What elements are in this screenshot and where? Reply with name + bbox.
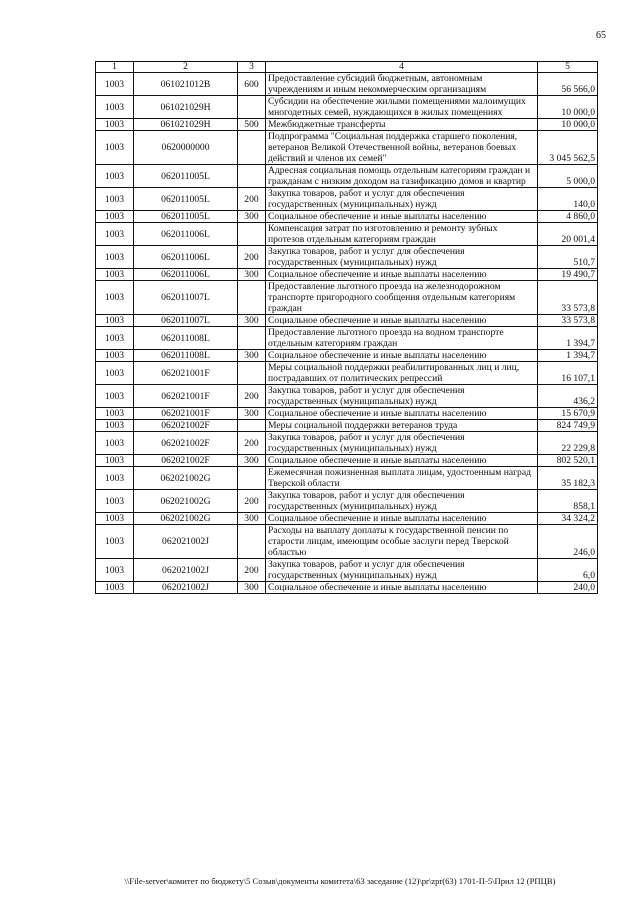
row-name-cell: Предоставление льготного проезда на водном транспорте отдельным категориям граждан — [266, 327, 538, 350]
row-target-code-cell: 062011006L — [134, 223, 238, 246]
row-amount-cell: 10 000,0 — [538, 96, 598, 119]
row-expense-type-cell — [238, 327, 266, 350]
table-row — [96, 559, 598, 582]
row-name-cell: Социальное обеспечение и иные выплаты населению — [266, 513, 538, 525]
table-row — [96, 455, 598, 467]
row-expense-type-cell: 200 — [238, 246, 266, 269]
row-code-cell: 1003 — [96, 362, 134, 385]
row-expense-type-cell — [238, 165, 266, 188]
row-name-cell: Социальное обеспечение и иные выплаты населению — [266, 315, 538, 327]
row-target-code-cell: 062021002J — [134, 582, 238, 594]
table-row — [96, 269, 598, 281]
table-row — [96, 385, 598, 408]
row-expense-type-cell — [238, 223, 266, 246]
row-target-code-cell: 061021029H — [134, 119, 238, 131]
table-row — [96, 131, 598, 165]
row-name-cell: Закупка товаров, работ и услуг для обеспечения государственных (муниципальных) нужд — [266, 188, 538, 211]
row-code-cell: 1003 — [96, 467, 134, 490]
row-expense-type-cell — [238, 467, 266, 490]
row-name-cell: Меры социальной поддержки реабилитированных лиц и лиц, пострадавших от политических репрессий — [266, 362, 538, 385]
row-expense-type-cell: 200 — [238, 385, 266, 408]
row-amount-cell: 33 573,8 — [538, 315, 598, 327]
table-row — [96, 223, 598, 246]
row-code-cell: 1003 — [96, 582, 134, 594]
table-row — [96, 467, 598, 490]
row-name-cell: Компенсация затрат по изготовлению и ремонту зубных протезов отдельным категориям граждан — [266, 223, 538, 246]
row-expense-type-cell: 300 — [238, 455, 266, 467]
row-expense-type-cell: 200 — [238, 559, 266, 582]
row-amount-cell: 802 520,1 — [538, 455, 598, 467]
row-target-code-cell: 062021002F — [134, 432, 238, 455]
row-expense-type-cell: 200 — [238, 490, 266, 513]
row-target-code-cell: 061021029H — [134, 96, 238, 119]
page-number: 65 — [596, 30, 606, 41]
table-row — [96, 362, 598, 385]
table-row — [96, 315, 598, 327]
row-target-code-cell: 0620000000 — [134, 131, 238, 165]
row-name-cell: Межбюджетные трансферты — [266, 119, 538, 131]
table-row — [96, 420, 598, 432]
row-amount-cell: 34 324,2 — [538, 513, 598, 525]
row-code-cell: 1003 — [96, 246, 134, 269]
table-row — [96, 281, 598, 315]
row-code-cell: 1003 — [96, 559, 134, 582]
row-target-code-cell: 062021002F — [134, 420, 238, 432]
row-name-cell: Социальное обеспечение и иные выплаты населению — [266, 211, 538, 223]
table-row — [96, 119, 598, 131]
row-expense-type-cell — [238, 131, 266, 165]
row-code-cell: 1003 — [96, 490, 134, 513]
row-target-code-cell: 062011008L — [134, 350, 238, 362]
row-code-cell: 1003 — [96, 455, 134, 467]
row-expense-type-cell: 300 — [238, 269, 266, 281]
row-amount-cell: 56 566,0 — [538, 73, 598, 96]
row-amount-cell: 22 229,8 — [538, 432, 598, 455]
table-row — [96, 408, 598, 420]
row-amount-cell: 20 001,4 — [538, 223, 598, 246]
row-amount-cell: 6,0 — [538, 559, 598, 582]
row-name-cell: Закупка товаров, работ и услуг для обеспечения государственных (муниципальных) нужд — [266, 385, 538, 408]
table-row — [96, 490, 598, 513]
row-amount-cell: 15 670,9 — [538, 408, 598, 420]
table-row — [96, 327, 598, 350]
table-row — [96, 73, 598, 96]
row-amount-cell: 16 107,1 — [538, 362, 598, 385]
row-amount-cell: 510,7 — [538, 246, 598, 269]
row-name-cell: Меры социальной поддержки ветеранов труда — [266, 420, 538, 432]
row-name-cell: Ежемесячная пожизненная выплата лицам, удостоенным наград Тверской области — [266, 467, 538, 490]
row-code-cell: 1003 — [96, 165, 134, 188]
row-target-code-cell: 062011006L — [134, 269, 238, 281]
row-expense-type-cell: 300 — [238, 582, 266, 594]
row-target-code-cell: 062021001F — [134, 385, 238, 408]
row-expense-type-cell: 500 — [238, 119, 266, 131]
row-name-cell: Предоставление субсидий бюджетным, автономным учреждениям и иным некоммерческим организациям — [266, 73, 538, 96]
row-name-cell: Социальное обеспечение и иные выплаты населению — [266, 350, 538, 362]
footer-file-path: \\File-server\комитет по бюджету\5 Созыв\документы комитета\63 заседание (12)\pr\zpr(63) 1701-П-5\Прил 12 (РПЦВ) — [124, 876, 556, 886]
row-target-code-cell: 062021002G — [134, 513, 238, 525]
row-target-code-cell: 062011007L — [134, 315, 238, 327]
row-target-code-cell: 062021002J — [134, 525, 238, 559]
table-row — [96, 582, 598, 594]
row-amount-cell: 240,0 — [538, 582, 598, 594]
row-name-cell: Субсидии на обеспечение жилыми помещениями малоимущих многодетных семей, нуждающихся в жилых помещениях — [266, 96, 538, 119]
row-expense-type-cell: 300 — [238, 211, 266, 223]
row-amount-cell: 824 749,9 — [538, 420, 598, 432]
table-row — [96, 211, 598, 223]
row-expense-type-cell: 600 — [238, 73, 266, 96]
row-target-code-cell: 062011005L — [134, 211, 238, 223]
row-code-cell: 1003 — [96, 432, 134, 455]
row-amount-cell: 35 182,3 — [538, 467, 598, 490]
row-target-code-cell: 062021002F — [134, 455, 238, 467]
row-name-cell: Расходы на выплату доплаты к государственной пенсии по старости лицам, имеющим особые заслуги перед Тверской областью — [266, 525, 538, 559]
row-code-cell: 1003 — [96, 73, 134, 96]
row-target-code-cell: 062021001F — [134, 408, 238, 420]
table-row — [96, 188, 598, 211]
row-name-cell: Предоставление льготного проезда на железнодорожном транспорте пригородного сообщения отдельным категориям граждан — [266, 281, 538, 315]
row-name-cell: Закупка товаров, работ и услуг для обеспечения государственных (муниципальных) нужд — [266, 432, 538, 455]
row-target-code-cell: 062011007L — [134, 281, 238, 315]
row-amount-cell: 4 860,0 — [538, 211, 598, 223]
row-code-cell: 1003 — [96, 385, 134, 408]
row-target-code-cell: 062021001F — [134, 362, 238, 385]
row-code-cell: 1003 — [96, 281, 134, 315]
row-expense-type-cell: 300 — [238, 513, 266, 525]
row-code-cell: 1003 — [96, 420, 134, 432]
row-expense-type-cell: 200 — [238, 432, 266, 455]
row-name-cell: Социальное обеспечение и иные выплаты населению — [266, 269, 538, 281]
row-name-cell: Подпрограмма "Социальная поддержка старшего поколения, ветеранов Великой Отечественной войны, ветеранов боевых действий и членов их семей" — [266, 131, 538, 165]
row-code-cell: 1003 — [96, 315, 134, 327]
row-target-code-cell: 062011005L — [134, 165, 238, 188]
row-code-cell: 1003 — [96, 96, 134, 119]
row-name-cell: Адресная социальная помощь отдельным категориям граждан и гражданам с низким доходом на газификацию домов и квартир — [266, 165, 538, 188]
row-amount-cell: 140,0 — [538, 188, 598, 211]
column-header: 3 — [238, 62, 266, 73]
row-name-cell: Закупка товаров, работ и услуг для обеспечения государственных (муниципальных) нужд — [266, 490, 538, 513]
row-name-cell: Социальное обеспечение и иные выплаты населению — [266, 408, 538, 420]
table-header-row — [96, 62, 598, 73]
column-header: 4 — [266, 62, 538, 73]
row-name-cell: Социальное обеспечение и иные выплаты населению — [266, 455, 538, 467]
row-amount-cell: 1 394,7 — [538, 350, 598, 362]
row-amount-cell: 3 045 562,5 — [538, 131, 598, 165]
row-expense-type-cell — [238, 96, 266, 119]
table-row — [96, 165, 598, 188]
row-target-code-cell: 062021002J — [134, 559, 238, 582]
row-amount-cell: 33 573,8 — [538, 281, 598, 315]
row-code-cell: 1003 — [96, 513, 134, 525]
table-body — [96, 73, 598, 594]
row-target-code-cell: 062021002G — [134, 467, 238, 490]
row-expense-type-cell — [238, 362, 266, 385]
row-code-cell: 1003 — [96, 408, 134, 420]
table-row — [96, 350, 598, 362]
row-target-code-cell: 062011008L — [134, 327, 238, 350]
row-code-cell: 1003 — [96, 188, 134, 211]
table-row — [96, 513, 598, 525]
budget-table — [95, 61, 598, 594]
row-amount-cell: 436,2 — [538, 385, 598, 408]
row-target-code-cell: 061021012B — [134, 73, 238, 96]
row-amount-cell: 858,1 — [538, 490, 598, 513]
row-target-code-cell: 062011006L — [134, 246, 238, 269]
row-amount-cell: 1 394,7 — [538, 327, 598, 350]
table-row — [96, 96, 598, 119]
row-expense-type-cell — [238, 420, 266, 432]
row-name-cell: Социальное обеспечение и иные выплаты населению — [266, 582, 538, 594]
row-amount-cell: 10 000,0 — [538, 119, 598, 131]
column-header: 2 — [134, 62, 238, 73]
row-expense-type-cell: 300 — [238, 408, 266, 420]
row-expense-type-cell — [238, 525, 266, 559]
row-target-code-cell: 062021002G — [134, 490, 238, 513]
row-code-cell: 1003 — [96, 269, 134, 281]
row-amount-cell: 19 490,7 — [538, 269, 598, 281]
row-expense-type-cell: 200 — [238, 188, 266, 211]
row-expense-type-cell: 300 — [238, 315, 266, 327]
row-code-cell: 1003 — [96, 327, 134, 350]
row-code-cell: 1003 — [96, 350, 134, 362]
row-code-cell: 1003 — [96, 223, 134, 246]
row-name-cell: Закупка товаров, работ и услуг для обеспечения государственных (муниципальных) нужд — [266, 246, 538, 269]
row-amount-cell: 5 000,0 — [538, 165, 598, 188]
row-expense-type-cell: 300 — [238, 350, 266, 362]
row-expense-type-cell — [238, 281, 266, 315]
row-amount-cell: 246,0 — [538, 525, 598, 559]
row-code-cell: 1003 — [96, 525, 134, 559]
column-header: 5 — [538, 62, 598, 73]
table-row — [96, 246, 598, 269]
row-name-cell: Закупка товаров, работ и услуг для обеспечения государственных (муниципальных) нужд — [266, 559, 538, 582]
row-code-cell: 1003 — [96, 131, 134, 165]
table-row — [96, 525, 598, 559]
row-code-cell: 1003 — [96, 119, 134, 131]
row-target-code-cell: 062011005L — [134, 188, 238, 211]
row-code-cell: 1003 — [96, 211, 134, 223]
column-header: 1 — [96, 62, 134, 73]
table-row — [96, 432, 598, 455]
